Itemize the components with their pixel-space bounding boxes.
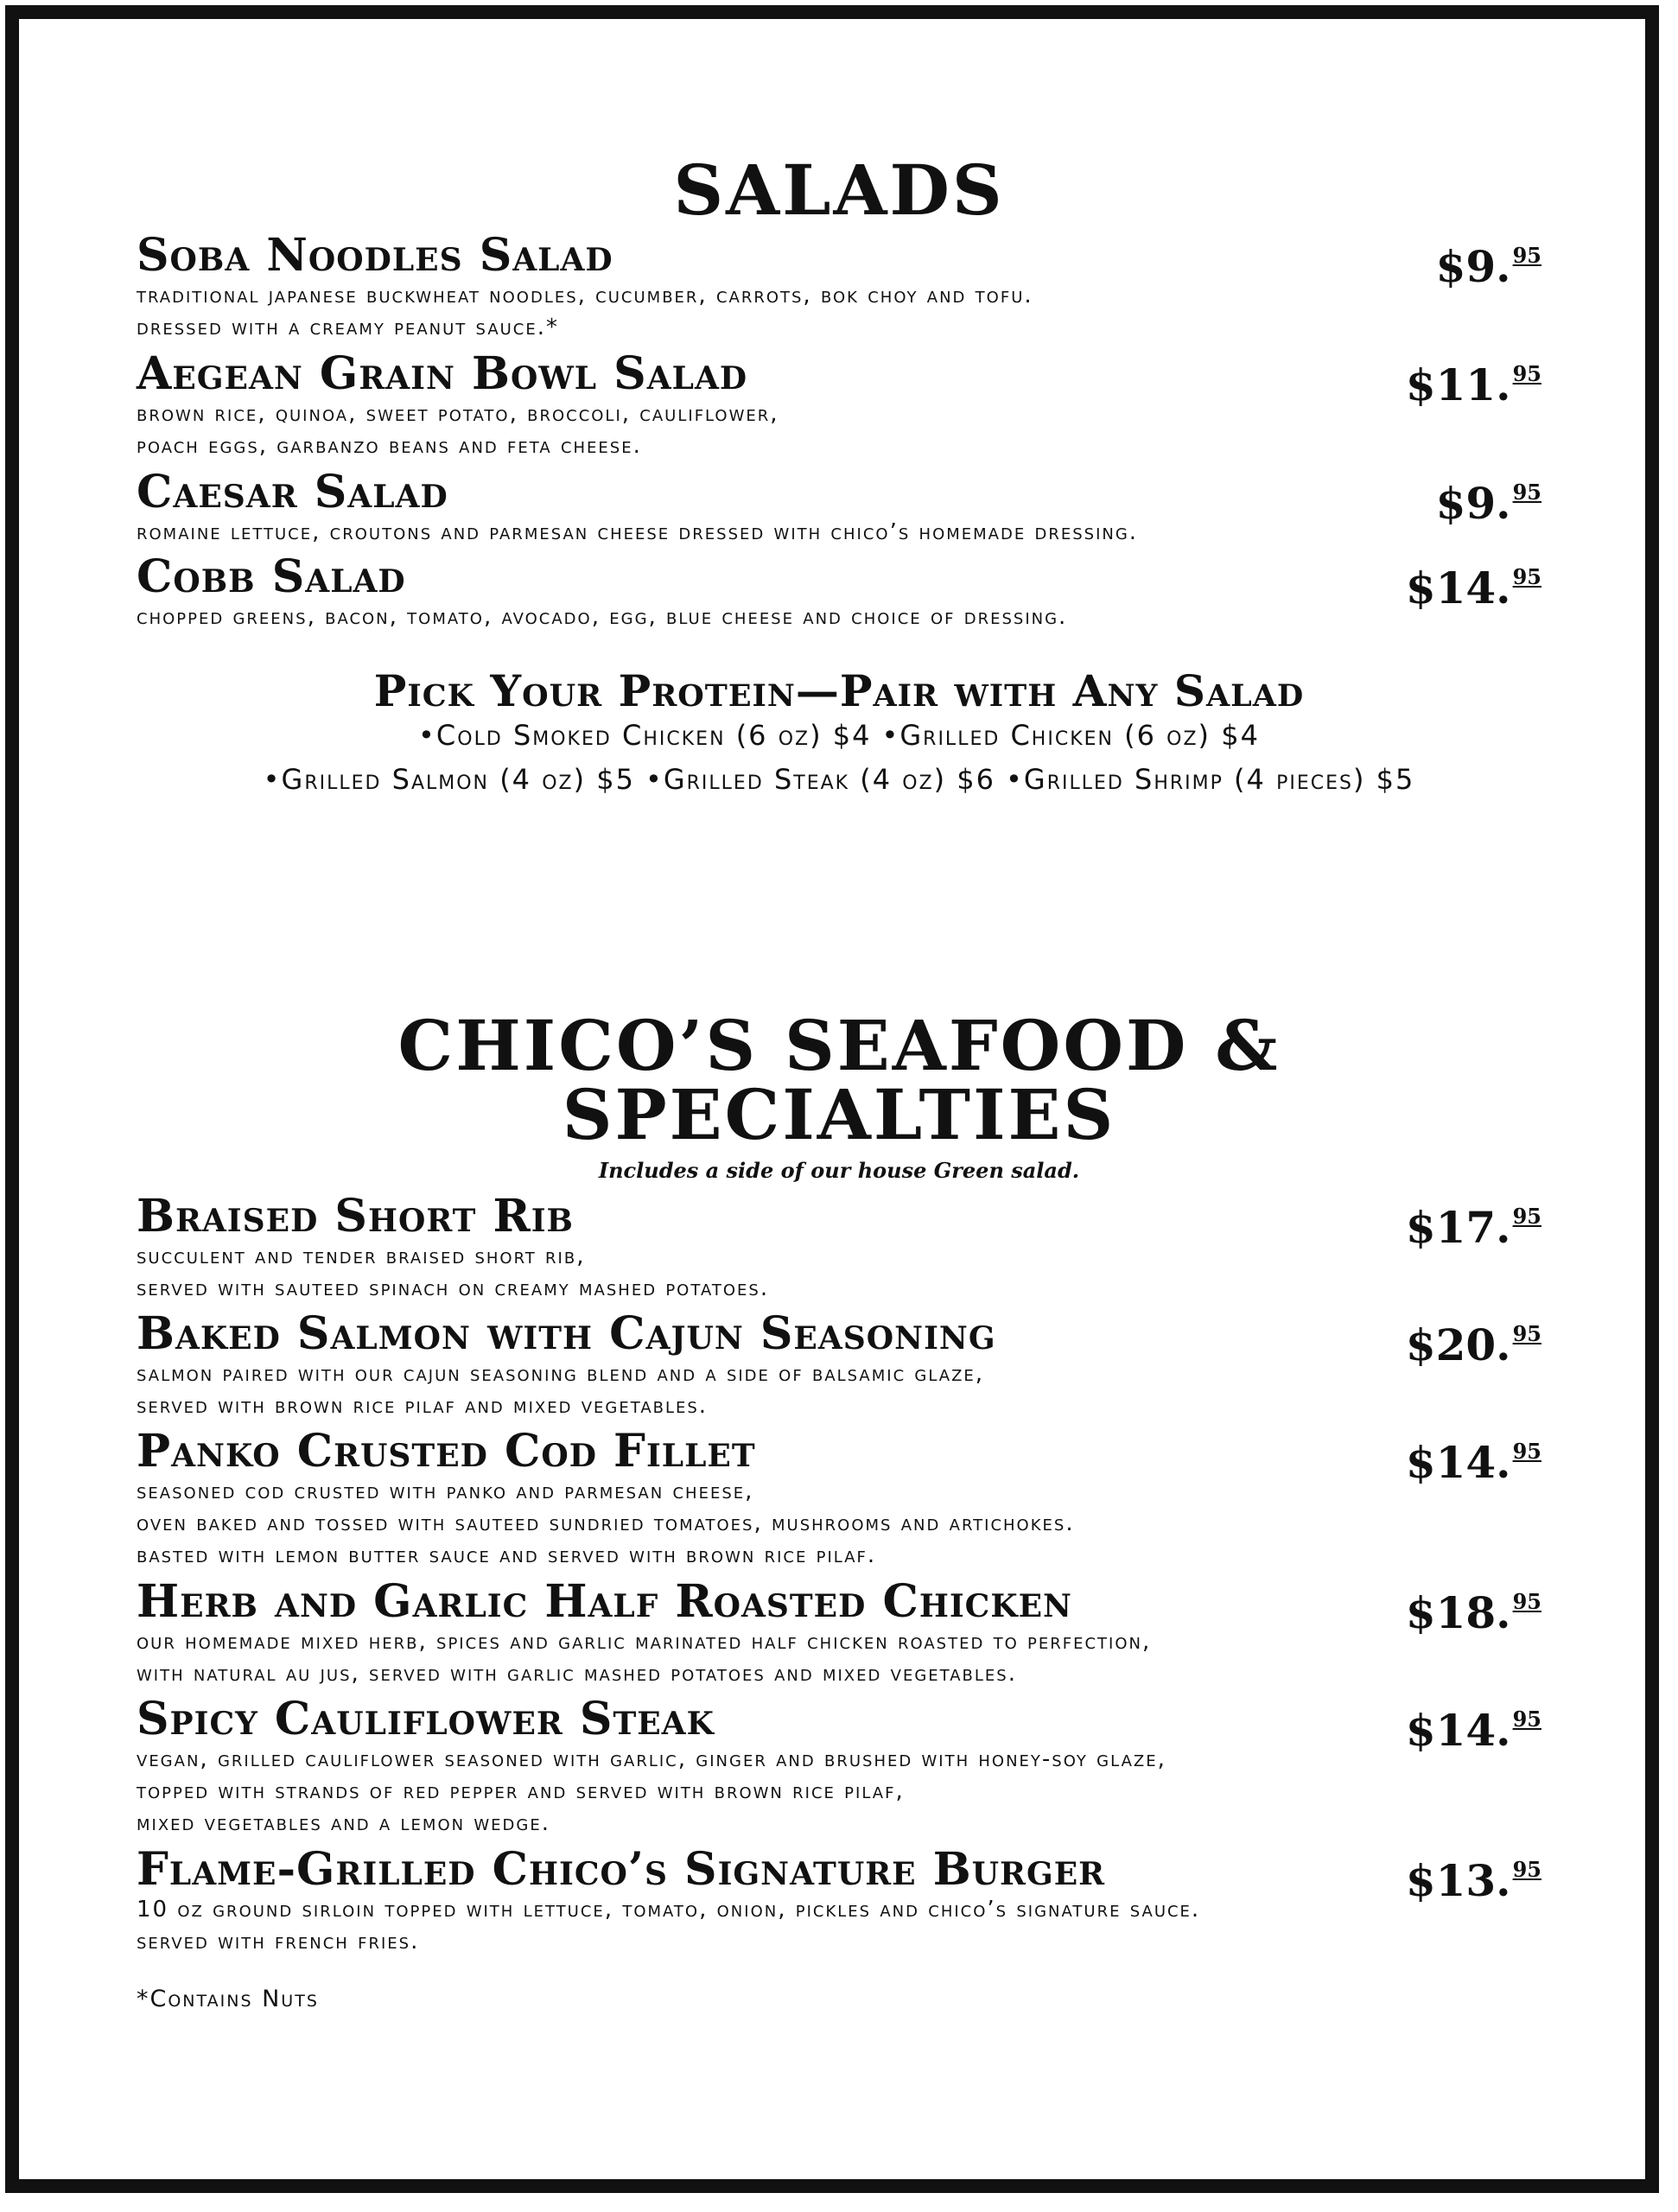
item-name: Soba Noodles Salad [137,229,613,282]
protein-heading: Pick Your Protein—Pair with Any Salad [373,665,1305,716]
protein-options-line-1 [0,719,1678,752]
item-description: our homemade mixed herb, spices and garlic marinated half chicken roasted to perfection, [137,1629,1152,1655]
item-name: Flame-Grilled Chico’s Signature Burger [137,1843,1106,1896]
menu-item-panko-crusted-cod [137,1427,1541,1572]
menu-item-cobb-salad [137,550,1541,633]
item-name: Cobb Salad [137,550,406,603]
item-description: chopped greens, bacon, tomato, avocado, egg, blue cheese and choice of dressing. [137,604,1068,630]
item-price [1406,350,1541,410]
menu-item-signature-burger [137,1843,1541,1958]
price-cents: 95 [1512,1439,1541,1464]
item-description: oven baked and tossed with sauteed sundried tomatoes, mushrooms and artichokes. [137,1510,1075,1536]
price-cents: 95 [1512,1321,1541,1346]
item-description: with natural au jus, served with garlic mashed potatoes and mixed vegetables. [137,1661,1017,1687]
price-dollars: $18. [1405,1587,1511,1638]
item-price [1406,553,1541,613]
protein-option: •Grilled Steak (4 oz) $6 [645,763,996,796]
price-cents: 95 [1512,480,1541,505]
price-cents: 95 [1512,243,1541,268]
menu-item-herb-garlic-chicken [137,1575,1541,1690]
item-description: served with french fries. [137,1929,420,1955]
menu-item-soba-noodles-salad [137,229,1541,344]
item-name: Spicy Cauliflower Steak [137,1693,715,1745]
price-dollars: $14. [1405,563,1511,613]
item-description: vegan, grilled cauliflower seasoned with garlic, ginger and brushed with honey-soy glaze, [137,1746,1166,1772]
price-dollars: $14. [1405,1705,1511,1756]
item-price [1436,468,1541,528]
price-cents: 95 [1512,564,1541,589]
item-price [1436,232,1541,291]
price-dollars: $9. [1435,478,1511,529]
item-description: mixed vegetables and a lemon wedge. [137,1810,550,1836]
salads-heading: SALADS [673,149,1005,231]
item-description: brown rice, quinoa, sweet potato, broccoli, cauliflower, [137,401,779,427]
menu-item-aegean-grain-bowl-salad [137,347,1541,462]
protein-option: •Cold Smoked Chicken (6 oz) $4 [418,719,872,752]
price-dollars: $14. [1405,1437,1511,1488]
seafood-subtitle: Includes a side of our house Green salad. [598,1158,1080,1183]
item-name: Herb and Garlic Half Roasted Chicken [137,1575,1072,1628]
protein-option: •Grilled Chicken (6 oz) $4 [881,719,1260,752]
item-description: succulent and tender braised short rib, [137,1243,586,1269]
menu-item-baked-salmon [137,1307,1541,1422]
item-name: Caesar Salad [137,466,448,518]
item-description: dressed with a creamy peanut sauce.* [137,315,560,340]
protein-options-line-2 [0,763,1678,796]
item-price [1406,1695,1541,1755]
item-price [1406,1578,1541,1637]
menu-item-spicy-cauliflower-steak [137,1695,1541,1840]
item-description: romaine lettuce, croutons and parmesan cheese dressed with chico’s homemade dressing. [137,519,1139,545]
footnote-contains-nuts: *Contains Nuts [137,1986,319,2012]
item-name: Panko Crusted Cod Fillet [137,1425,756,1478]
protein-option: •Grilled Salmon (4 oz) $5 [263,763,635,796]
item-description: traditional japanese buckwheat noodles, cucumber, carrots, bok choy and tofu. [137,283,1033,308]
price-dollars: $11. [1405,359,1511,410]
item-description: served with brown rice pilaf and mixed vegetables. [137,1393,709,1419]
price-dollars: $17. [1405,1202,1511,1253]
price-dollars: $9. [1435,241,1511,292]
price-cents: 95 [1512,1857,1541,1882]
price-dollars: $13. [1405,1855,1511,1906]
price-cents: 95 [1512,1707,1541,1732]
price-cents: 95 [1512,1204,1541,1229]
item-description: basted with lemon butter sauce and served with brown rice pilaf. [137,1542,877,1568]
item-description: topped with strands of red pepper and served with brown rice pilaf, [137,1778,905,1804]
item-price [1406,1846,1541,1905]
item-price [1406,1192,1541,1252]
seafood-heading-line-2: SPECIALTIES [562,1074,1116,1155]
item-description: seasoned cod crusted with panko and parmesan cheese, [137,1478,754,1504]
item-description: poach eggs, garbanzo beans and feta cheese. [137,433,642,459]
item-description: served with sauteed spinach on creamy mashed potatoes. [137,1275,770,1301]
item-name: Braised Short Rib [137,1190,574,1243]
price-dollars: $20. [1405,1319,1511,1370]
item-name: Aegean Grain Bowl Salad [137,347,748,400]
menu-item-braised-short-rib [137,1192,1541,1305]
protein-option: •Grilled Shrimp (4 pieces) $5 [1006,763,1415,796]
price-cents: 95 [1512,361,1541,386]
item-description: 10 oz ground sirloin topped with lettuce, tomato, onion, pickles and chico’s signature sauce. [137,1897,1201,1923]
price-cents: 95 [1512,1589,1541,1614]
seafood-heading-line-1: CHICO’S SEAFOOD & [397,1005,1281,1086]
item-description: salmon paired with our cajun seasoning blend and a side of balsamic glaze, [137,1361,985,1387]
menu-item-caesar-salad [137,468,1541,549]
item-price [1406,1310,1541,1370]
item-name: Baked Salmon with Cajun Seasoning [137,1307,996,1360]
item-price [1406,1427,1541,1487]
